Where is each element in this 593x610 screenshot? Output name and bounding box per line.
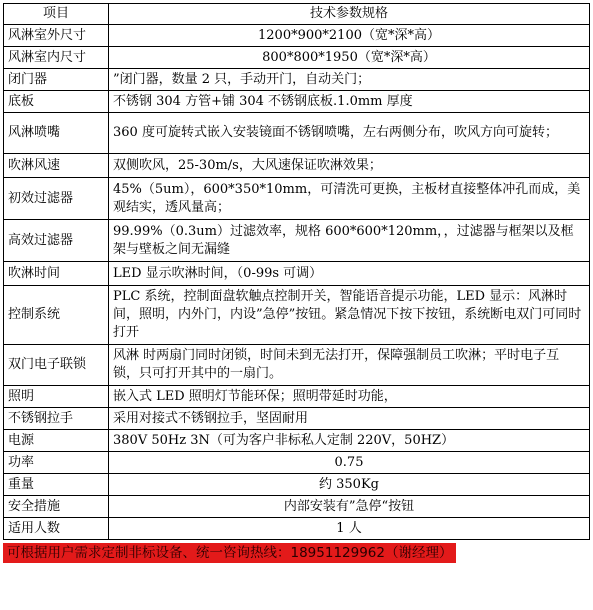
table-row [4,430,590,452]
row-label: 风淋室外尺寸 [4,25,109,47]
table-row [4,154,590,178]
row-label: 初效过滤器 [4,178,109,220]
row-label: 安全措施 [4,496,109,518]
spec-table [3,3,590,540]
row-value: 采用对接式不锈钢拉手，坚固耐用 [109,408,590,430]
table-row [4,91,590,113]
table-row [4,47,590,69]
row-value: 380V 50Hz 3N（可为客户非标私人定制 220V，50HZ） [109,430,590,452]
table-row [4,386,590,408]
row-label: 闭门器 [4,69,109,91]
row-label: 不锈钢拉手 [4,408,109,430]
row-value: 45%（5um），600*350*10mm，可清洗可更换，主板材直接整体冲孔而成，美观结实，透风量高； [109,178,590,220]
row-label: 吹淋时间 [4,262,109,286]
table-row [4,496,590,518]
table-header-row [4,4,590,25]
contact-hotline-banner: 可根据用户需求定制非标设备、统一咨询热线：18951129962（谢经理） [3,543,456,563]
row-label: 双门电子联锁 [4,345,109,386]
row-value: 约 350Kg [109,474,590,496]
row-value: PLC 系统，控制面盘软触点控制开关，智能语音提示功能，LED 显示：风淋时间，照明，内外门，内设”急停”按钮。紧急情况下按下按钮，系统断电双门可同时打开 [109,286,590,345]
row-value: 嵌入式 LED 照明灯节能环保；照明带延时功能， [109,386,590,408]
row-value: 不锈钢 304 方管+铺 304 不锈钢底板.1.0mm 厚度 [109,91,590,113]
row-label: 重量 [4,474,109,496]
row-value: 风淋 时两扇门同时闭锁，时间未到无法打开，保障强制员工吹淋；平时电子互锁，只可打开其中的一扇门。 [109,345,590,386]
row-value: ”闭门器，数量 2 只，手动开门，自动关门； [109,69,590,91]
row-label: 照明 [4,386,109,408]
row-label: 适用人数 [4,518,109,540]
row-label: 电源 [4,430,109,452]
row-value: 内部安装有”急停“按钮 [109,496,590,518]
row-label: 控制系统 [4,286,109,345]
row-label: 高效过滤器 [4,220,109,262]
row-value: 1200*900*2100（宽*深*高） [109,25,590,47]
row-label: 风淋喷嘴 [4,113,109,154]
header-item: 项目 [4,4,109,25]
table-row [4,474,590,496]
table-row [4,408,590,430]
row-value: 0.75 [109,452,590,474]
row-label: 风淋室内尺寸 [4,47,109,69]
row-label: 功率 [4,452,109,474]
row-label: 底板 [4,91,109,113]
table-row [4,25,590,47]
row-value: 360 度可旋转式嵌入安装镜面不锈钢喷嘴，左右两侧分布，吹风方向可旋转； [109,113,590,154]
table-row [4,518,590,540]
table-row [4,113,590,154]
header-spec: 技术参数规格 [109,4,590,25]
table-row [4,286,590,345]
row-label: 吹淋风速 [4,154,109,178]
row-value: 800*800*1950（宽*深*高） [109,47,590,69]
table-row [4,452,590,474]
row-value: 双侧吹风，25-30m/s，大风速保证吹淋效果； [109,154,590,178]
row-value: LED 显示吹淋时间，（0-99s 可调） [109,262,590,286]
spec-sheet [3,3,590,563]
table-row [4,178,590,220]
table-row [4,262,590,286]
row-value: 99.99%（0.3um）过滤效率，规格 600*600*120mm，，过滤器与框架以及框架与壁板之间无漏缝 [109,220,590,262]
table-row [4,220,590,262]
table-row [4,69,590,91]
row-value: 1 人 [109,518,590,540]
table-row [4,345,590,386]
